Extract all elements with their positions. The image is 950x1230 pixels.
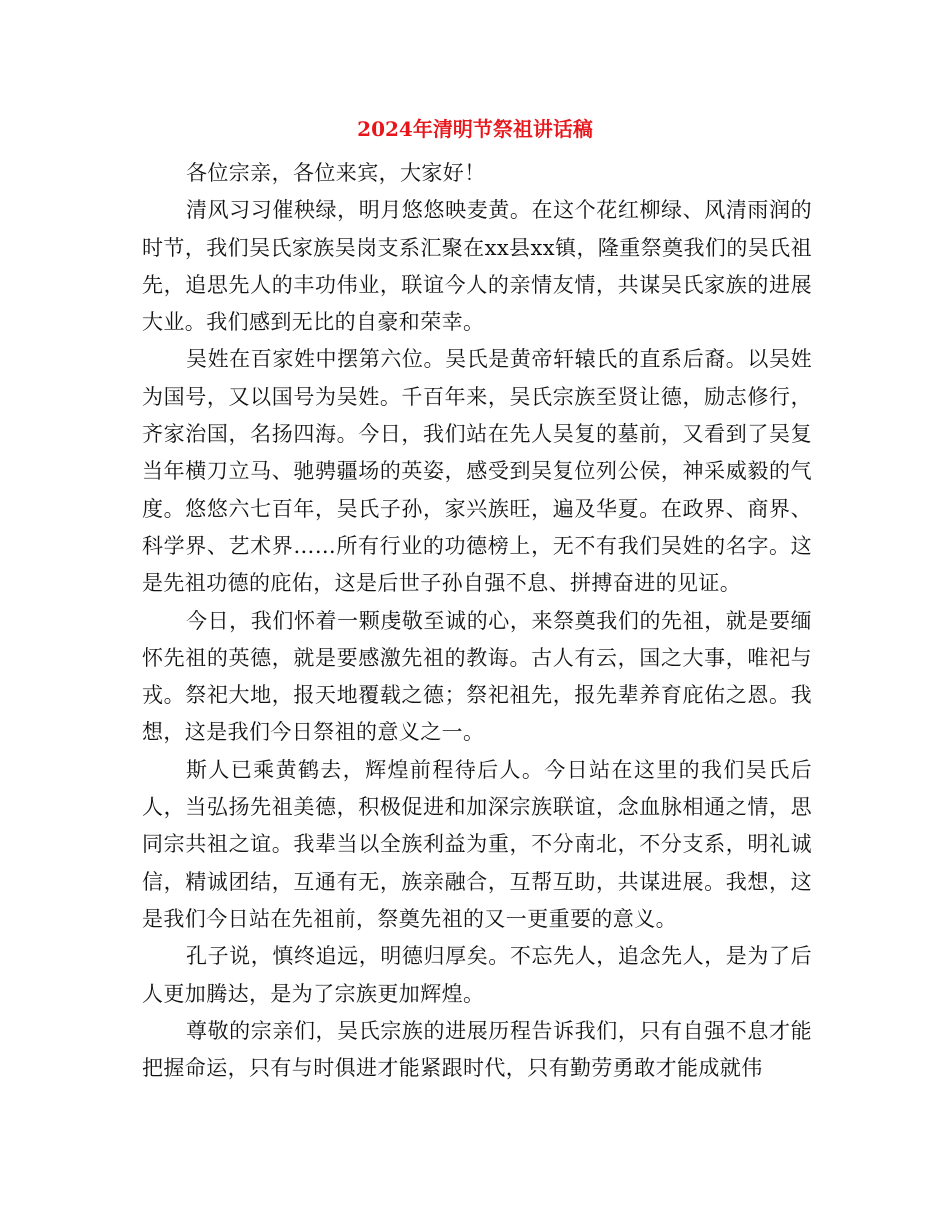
paragraph-opening: 清风习习催秧绿，明月悠悠映麦黄。在这个花红柳绿、风清雨润的时节，我们吴氏家族吴岗支系汇聚在xx县xx镇，隆重祭奠我们的吴氏祖先，追思先人的丰功伟业，联谊今人的亲情友情，共谋吴氏家族的进展大业。我们感到无比的自豪和荣幸。 (142, 198, 812, 335)
paragraph-greeting: 各位宗亲，各位来宾，大家好！ (186, 161, 486, 185)
paragraph-closing: 尊敬的宗亲们，吴氏宗族的进展历程告诉我们，只有自强不息才能把握命运，只有与时俱进才能紧跟时代，只有勤劳勇敢才能成就伟 (142, 1018, 812, 1081)
document-title: 2024年清明节祭祖讲话稿 (357, 117, 593, 141)
paragraph-descendants: 斯人已乘黄鹤去，辉煌前程待后人。今日站在这里的我们吴氏后人，当弘扬先祖美德，积极促进和加深宗族联谊，念血脉相通之情，思同宗共祖之谊。我辈当以全族利益为重，不分南北，不分支系，明礼诚信，精诚团结，互通有无，族亲融合，互帮互助，共谋进展。我想，这是我们今日站在先祖前，祭奠先祖的又一更重要的意义。 (142, 757, 812, 931)
paragraph-wu-history: 吴姓在百家姓中摆第六位。吴氏是黄帝轩辕氏的直系后裔。以吴姓为国号，又以国号为吴姓。千百年来，吴氏宗族至贤让德，励志修行，齐家治国，名扬四海。今日，我们站在先人吴复的墓前，又看到了吴复当年横刀立马、驰骋疆场的英姿，感受到吴复位列公侯，神采威毅的气度。悠悠六七百年，吴氏子孙，家兴族旺，遍及华夏。在政界、商界、科学界、艺术界……所有行业的功德榜上，无不有我们吴姓的名字。这是先祖功德的庇佑，这是后世子孙自强不息、拼搏奋进的见证。 (142, 347, 812, 596)
document-body (142, 155, 812, 1087)
paragraph-confucius: 孔子说，慎终追远，明德归厚矣。不忘先人，追念先人，是为了后人更加腾达，是为了宗族更加辉煌。 (142, 944, 812, 1006)
paragraph-memorial-meaning: 今日，我们怀着一颗虔敬至诚的心，来祭奠我们的先祖，就是要缅怀先祖的英德，就是要感激先祖的教诲。古人有云，国之大事，唯祀与戎。祭祀大地，报天地覆载之德；祭祀祖先，报先辈养育庇佑之恩。我想，这是我们今日祭祖的意义之一。 (142, 608, 812, 745)
